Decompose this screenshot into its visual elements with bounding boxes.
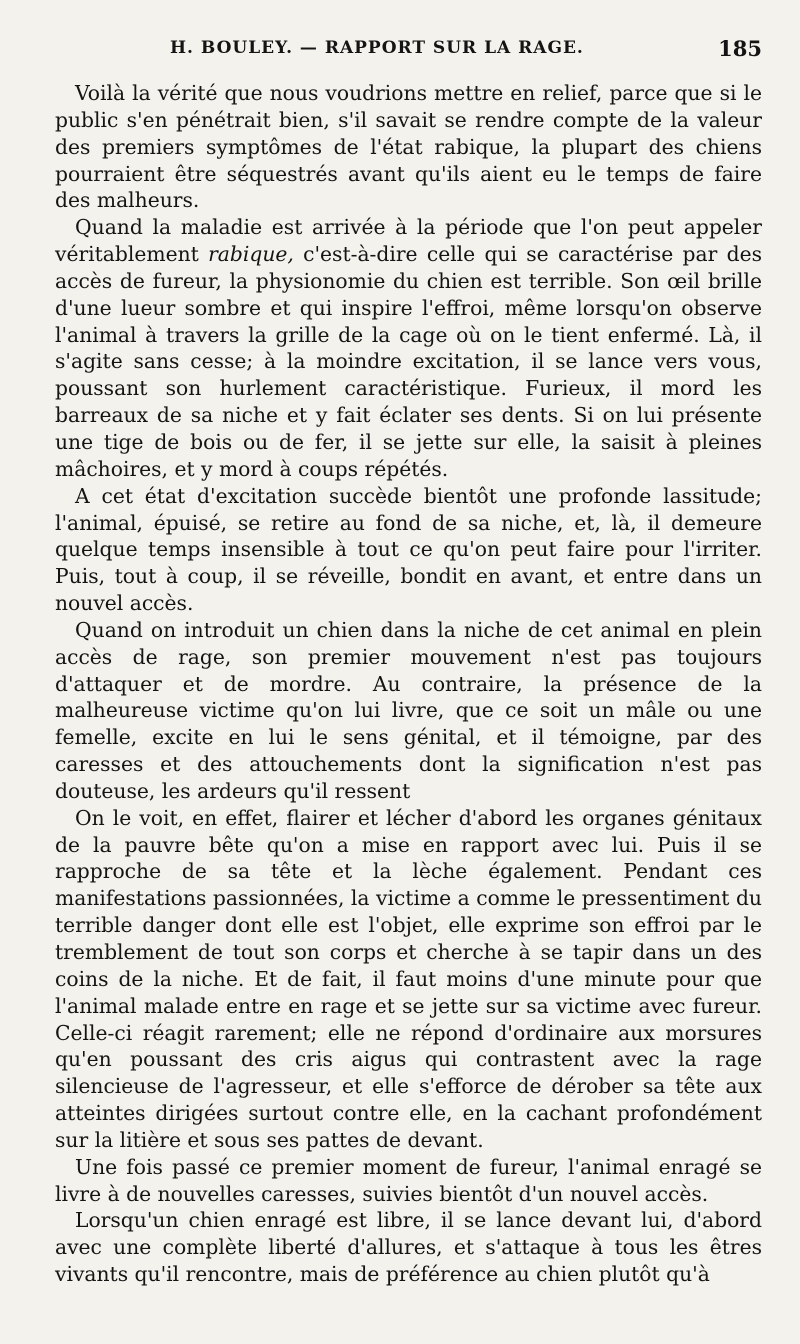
- paragraph-5: On le voit, en effet, flairer et lécher d'abord les organes génitaux de la pauvre bête qu'on a mise en rapport avec lui. Puis il se rapproche de sa tête et la lèche également. Pendant ces manifestations passionnées, la victime a comme le pressentiment du terrible danger dont elle est l'objet, elle exprime son effroi par le tremblement de tout son corps et cherche à se tapir dans un des coins de la niche. Et de fait, il faut moins d'une minute pour que l'animal malade entre en rage et se jette sur sa victime avec fureur. Celle-ci réagit rarement; elle ne répond d'ordinaire aux morsures qu'en poussant des cris aigus qui contrastent avec la rage silencieuse de l'agresseur, et elle s'efforce de dérober sa tête aux atteintes dirigées surtout contre elle, en la cachant profondément sur la litière et sous ses pattes de devant.: [55, 805, 762, 1152]
- running-head: [55, 30, 762, 80]
- paragraph-6: Une fois passé ce premier moment de fureur, l'animal enragé se livre à de nouvelles caresses, suivies bientôt d'un nouvel accès.: [55, 1154, 762, 1206]
- italic-term-rabique: rabique,: [208, 242, 294, 267]
- paragraph-1: Voilà la vérité que nous voudrions mettre en relief, parce que si le public s'en pénétrait bien, s'il savait se rendre compte de la valeur des premiers symptômes de l'état rabique, la plupart des chiens pourraient être séquestrés avant qu'ils aient eu le temps de faire des malheurs.: [55, 81, 762, 213]
- paragraph-2-text-start: Quand la maladie est arrivée à la période que l'on peut appeler véritablement: [55, 215, 762, 267]
- paragraph-2-text-end: c'est-à-dire celle qui se caractérise par des accès de fureur, la physionomie du chien est terrible. Son œil brille d'une lueur sombre et qui inspire l'effroi, même lorsqu'on observe l'animal à travers la grille de la cage où on le tient enfermé. Là, il s'agite sans cesse; à la moindre excitation, il se lance vers vous, poussant son hurlement caractéristique. Furieux, il mord les barreaux de sa niche et y fait éclater ses dents. Si on lui présente une tige de bois ou de fer, il se jette sur elle, la saisit à pleines mâchoires, et y mord à coups répétés.: [55, 242, 762, 481]
- running-head-title: H. BOULEY. — RAPPORT SUR LA RAGE.: [170, 38, 584, 58]
- paragraph-7: Lorsqu'un chien enragé est libre, il se lance devant lui, d'abord avec une complète liberté d'allures, et s'attaque à tous les êtres vivants qu'il rencontre, mais de préférence au chien plutôt qu'à: [55, 1208, 762, 1287]
- paragraph-4: Quand on introduit un chien dans la niche de cet animal en plein accès de rage, son premier mouvement n'est pas toujours d'attaquer et de mordre. Au contraire, la présence de la malheureuse victime qu'on lui livre, que ce soit un mâle ou une femelle, excite en lui le sens génital, et il témoigne, par des caresses et des attouchements dont la signification n'est pas douteuse, les ardeurs qu'il ressent: [55, 617, 762, 803]
- paragraph-2: [55, 214, 762, 482]
- paragraph-3: A cet état d'excitation succède bientôt une profonde lassitude; l'animal, épuisé, se retire au fond de sa niche, et, là, il demeure quelque temps insensible à tout ce qu'on peut faire pour l'irriter. Puis, tout à coup, il se réveille, bondit en avant, et entre dans un nouvel accès.: [55, 483, 762, 616]
- body-text: [55, 80, 762, 1288]
- page-number: 185: [718, 36, 762, 61]
